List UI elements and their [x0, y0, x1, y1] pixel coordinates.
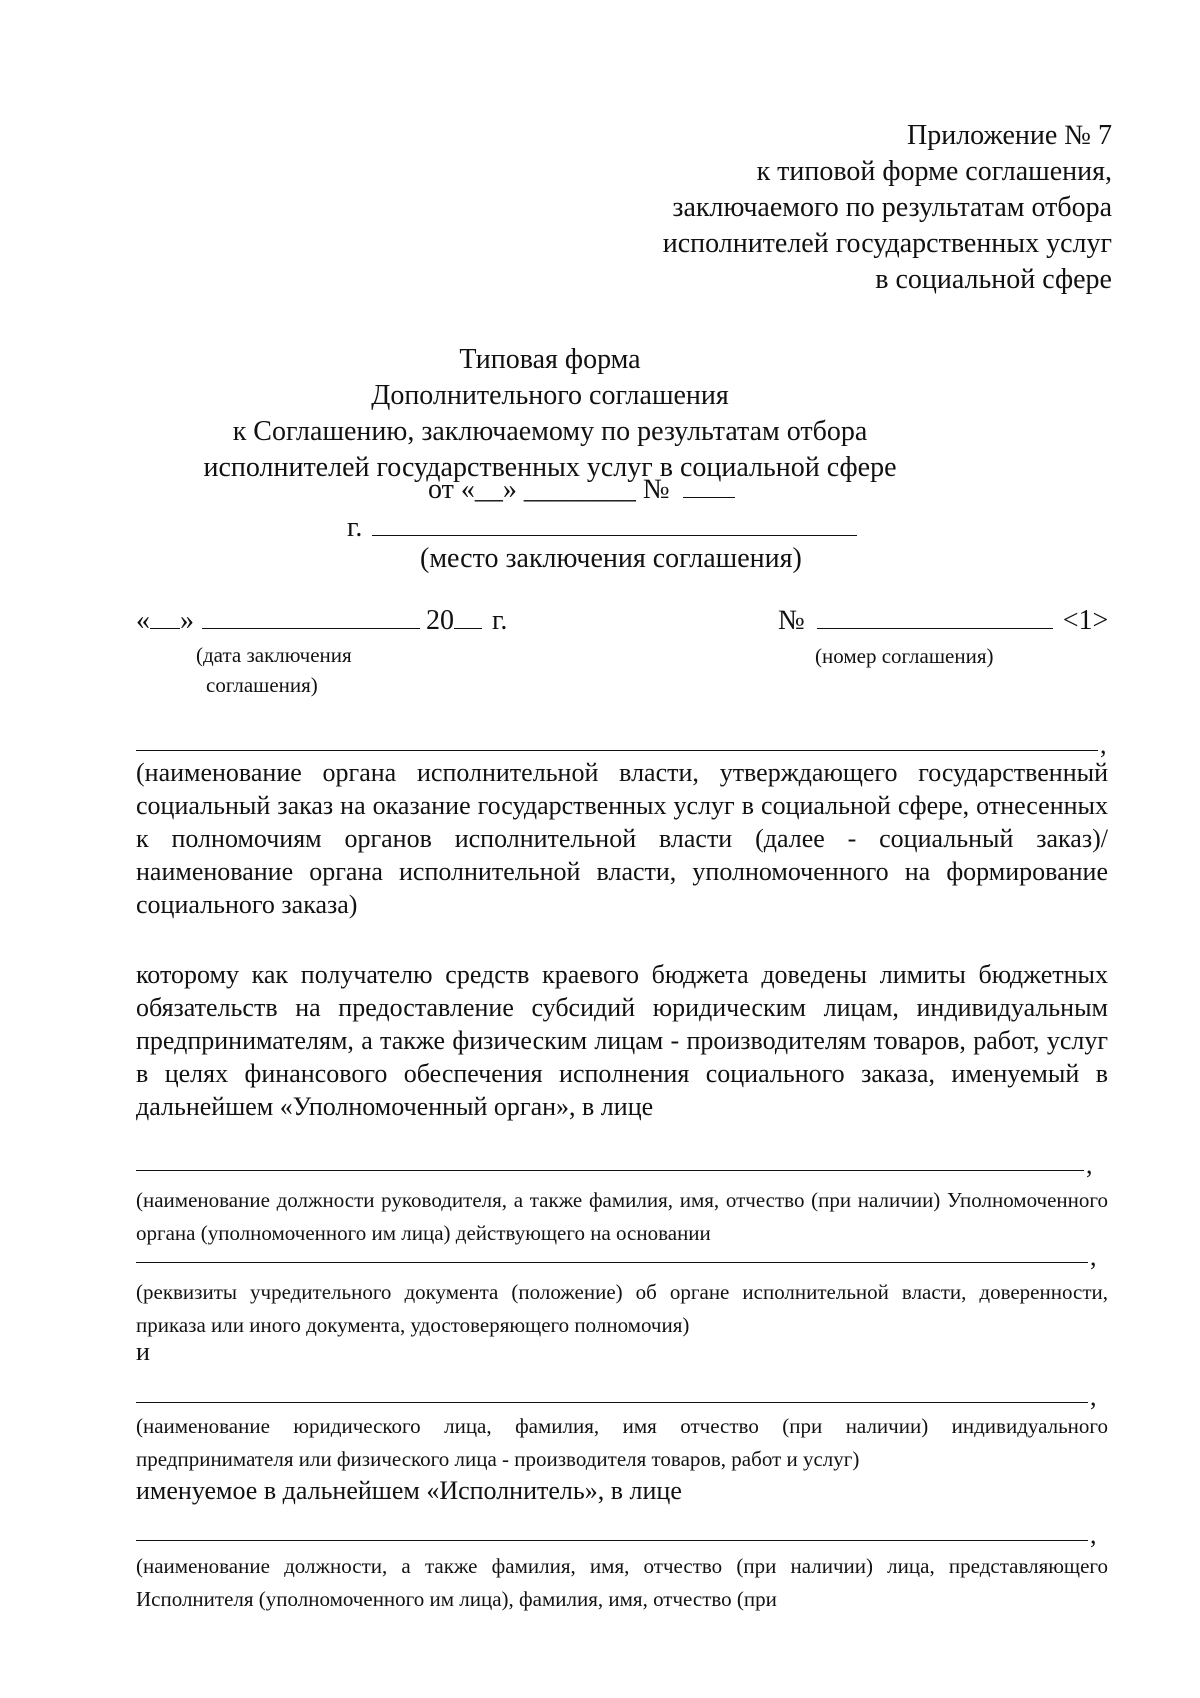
- requisites-caption: (реквизиты учредительного документа (положение) об органе исполнительной власти, доверенности, приказа или иного документа, удостоверяющего полномочия): [136, 1280, 1108, 1337]
- recipient-paragraph: которому как получателю средств краевого бюджета доведены лимиты бюджетных обязательств на предоставление субсидий юридическим лицам, индивидуальным предпринимателям, а также физическим лицам - производителям товаров, работ, услуг в целях финансового обеспечения исполнения социального заказа, именуемый в дальнейшем «Уполномоченный орган», в лице: [136, 960, 1108, 1121]
- executor-rep-caption: (наименование должности, а также фамилия, имя, отчество (при наличии) лица, представляющего Исполнителя (уполномоченного им лица), фамилия, имя, отчество (при: [136, 1554, 1108, 1611]
- agreement-ref-text: от «__» ________ №: [428, 474, 670, 505]
- year-blank: [454, 608, 482, 629]
- agreement-ref-line: [428, 474, 735, 506]
- title-line: к Соглашению, заключаемому по результатам отбора: [232, 416, 868, 447]
- agreement-ref-number-blank: [683, 477, 735, 498]
- number-sign: №: [778, 605, 805, 636]
- title-line: исполнителей государственных услуг в социальной сфере: [203, 452, 897, 483]
- appendix-number: Приложение № 7: [907, 120, 1112, 151]
- date-line: [136, 605, 507, 637]
- authority-caption: (наименование органа исполнительной власти, утверждающего государственный социальный заказ на оказание государственных услуг в социальной сфере, отнесенных к полномочиям органов исполнительной власти (далее - социальный заказ)/наименование органа исполнительной власти, уполномоченного на формирование социального заказа): [136, 758, 1108, 919]
- appendix-line: в социальной сфере: [875, 264, 1112, 295]
- title-line: Дополнительного соглашения: [371, 380, 729, 411]
- appendix-line: к типовой форме соглашения,: [756, 156, 1112, 187]
- and-word: и: [136, 1337, 150, 1366]
- comma: ,: [1086, 1150, 1093, 1179]
- day-blank: [150, 608, 180, 629]
- appendix-line: заключаемого по результатам отбора: [672, 192, 1112, 223]
- year-prefix: 20: [426, 605, 454, 636]
- comma: ,: [1090, 1382, 1097, 1411]
- close-quote: »: [180, 605, 194, 636]
- head-caption: (наименование должности руководителя, а также фамилия, имя, отчество (при наличии) Уполномоченного органа (уполномоченного им лица) действующего на основании: [136, 1188, 1108, 1245]
- date-caption: [196, 640, 352, 700]
- comma: ,: [1090, 1520, 1097, 1549]
- head-blank-line: [136, 1170, 1084, 1171]
- footnote-marker: <1>: [1062, 605, 1109, 636]
- place-caption: (место заключения соглашения): [420, 543, 802, 574]
- number-line: [778, 605, 1108, 637]
- date-caption-line: (дата заключения: [196, 643, 352, 667]
- executor-blank-line: [136, 1540, 1088, 1541]
- legal-entity-blank-line: [136, 1402, 1088, 1403]
- number-blank: [817, 608, 1053, 629]
- year-suffix: г.: [492, 605, 508, 636]
- date-caption-line: соглашения): [206, 673, 318, 697]
- city-line: [347, 512, 857, 544]
- comma: ,: [1090, 1242, 1097, 1271]
- document-title: [0, 342, 1200, 486]
- legal-entity-caption: (наименование юридического лица, фамилия, имя отчество (при наличии) индивидуального предпринимателя или физического лица - производителя товаров, работ и услуг): [136, 1414, 1108, 1471]
- comma: ,: [1100, 730, 1107, 759]
- month-blank: [202, 608, 420, 629]
- appendix-line: исполнителей государственных услуг: [662, 228, 1112, 259]
- executor-text: именуемое в дальнейшем «Исполнитель», в лице: [136, 1476, 682, 1505]
- requisites-blank-line: [136, 1262, 1088, 1263]
- appendix-header: [663, 118, 1112, 298]
- open-quote: «: [136, 605, 150, 636]
- city-prefix: г.: [347, 512, 363, 543]
- city-blank: [372, 515, 857, 536]
- title-line: Типовая форма: [459, 344, 641, 375]
- number-caption: (номер соглашения): [815, 644, 994, 668]
- authority-blank-line: [136, 750, 1098, 751]
